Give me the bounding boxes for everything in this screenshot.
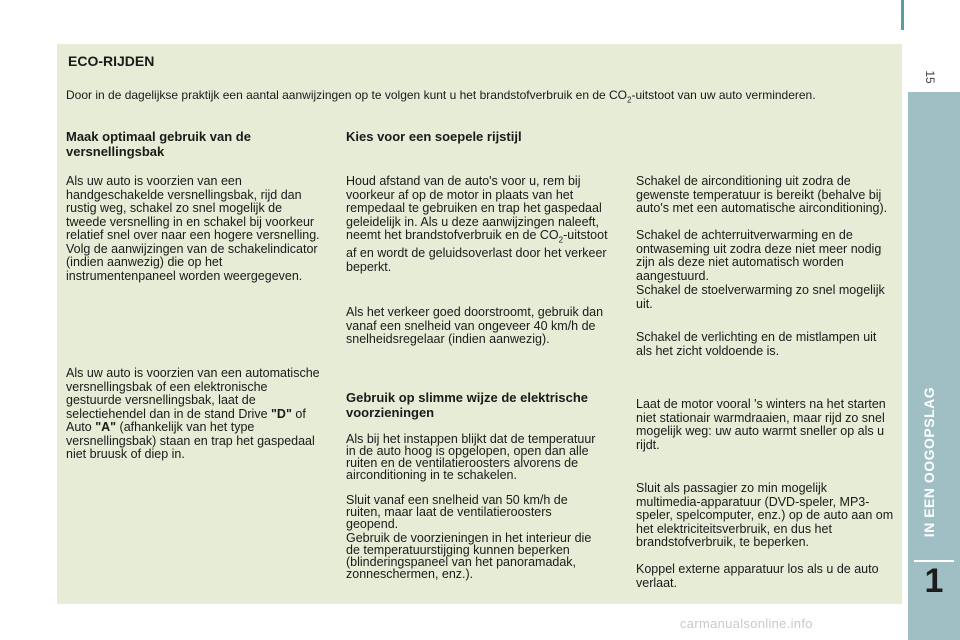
driving-style-heading: Kies voor een soepele rijstijl — [346, 129, 522, 144]
driving-style-text-2: -uitstoot af en wordt de geluidsoverlast door het verkeer beperkt. — [346, 228, 608, 274]
rear-defrost-paragraph: Schakel de achterruitverwarming en de ontwaseming uit zodra deze niet meer nodig zijn als deze niet automatisch worden aangestuurd. — [636, 228, 882, 283]
gearbox-auto-text-3: (afhankelijk van het type versnellingsbak) staan en trap het gaspedaal niet bruusk of diep in. — [66, 420, 315, 461]
windows-paragraph: Sluit vanaf een snelheid van 50 km/h de ruiten, maar laat de ventilatieroosters geopend. — [346, 493, 568, 531]
driving-style-paragraph — [346, 175, 611, 274]
gearbox-automatic-paragraph — [66, 367, 324, 462]
top-accent-rule — [901, 0, 904, 30]
gearbox-manual-paragraph: Als uw auto is voorzien van een handgeschakelde versnellingsbak, rijd dan rustig weg, schakel zo snel mogelijk de tweede versnelling in en schakel bij voorkeur relatief snel over naar een hogere versnelling. Volg de aanwijzingen van de schakelindicator (indien aanwezig) die op het instrumentenpaneel worden weergegeven. — [66, 174, 320, 283]
external-devices-paragraph: Koppel externe apparatuur los als u de auto verlaat. — [636, 562, 879, 590]
section-intro — [66, 89, 888, 106]
gearbox-auto-text-1: Als uw auto is voorzien van een automatische versnellingsbak of een elektronische gestuurde versnellingsbak, laat de selectiehendel dan in de stand Drive — [66, 366, 320, 421]
chapter-number: 1 — [924, 562, 944, 600]
warmup-paragraph: Laat de motor vooral 's winters na het starten niet stationair warmdraaien, maar rijd zo snel mogelijk weg: uw auto warmt sneller op als u rijdt. — [636, 397, 886, 452]
multimedia-paragraph: Sluit als passagier zo min mogelijk multimedia-apparatuur (DVD-speler, MP3-speler, spelcomputer, enz.) op de auto aan om het elektriciteitsverbruik, en dus het brandstofverbruik, te beperken. — [636, 481, 894, 549]
gearbox-heading: Maak optimaal gebruik van de versnellingsbak — [66, 129, 251, 159]
electrical-heading: Gebruik op slimme wijze de elektrische voorzieningen — [346, 390, 589, 420]
lights-paragraph: Schakel de verlichting en de mistlampen uit als het zicht voldoende is. — [636, 330, 877, 358]
page-number: 15 — [923, 70, 937, 84]
cruise-control-paragraph: Als het verkeer goed doorstroomt, gebruik dan vanaf een snelheid van ongeveer 40 km/h de snelheidsregelaar (indien aanwezig). — [346, 305, 604, 346]
seat-heating-paragraph: Schakel de stoelverwarming zo snel mogelijk uit. — [636, 283, 885, 311]
intro-text-end: -uitstoot van uw auto verminderen. — [631, 88, 816, 102]
aircon-start-paragraph: Als bij het instappen blijkt dat de temperatuur in de auto hoog is opgelopen, open dan alle ruiten en de ventilatieroosters alvorens de airconditioning in te schakelen. — [346, 432, 596, 482]
chapter-title: IN EEN OOGOPSLAG — [921, 386, 937, 538]
section-title: ECO-RIJDEN — [68, 53, 155, 69]
driving-style-subscript: 2 — [558, 235, 564, 245]
intro-text-start: Door in de dagelijkse praktijk een aantal aanwijzingen op te volgen kunt u het brandstofverbruik en de CO — [66, 88, 628, 102]
gearbox-mode-d: "D" — [271, 406, 292, 421]
watermark: carmanualsonline.info — [680, 616, 813, 631]
gearbox-mode-a: "A" — [95, 420, 117, 434]
interior-blinds-paragraph: Gebruik de voorzieningen in het interieur die de temperatuurstijging kunnen beperken (blinderingspaneel van het panoramadak, zonneschermen, enz.). — [346, 531, 592, 581]
gearbox-auto-text-2: of Auto — [66, 406, 306, 434]
intro-subscript: 2 — [627, 95, 632, 105]
aircon-off-paragraph: Schakel de airconditioning uit zodra de gewenste temperatuur is bereikt (behalve bij auto's met een automatische airconditioning). — [636, 174, 888, 215]
driving-style-text-1: Houd afstand van de auto's voor u, rem bij voorkeur af op de motor in plaats van het rempedaal te gebruiken en trap het gaspedaal geleidelijk in. Als u deze aanwijzingen naleeft, neemt het brandstofverbruik en de CO — [346, 174, 602, 242]
